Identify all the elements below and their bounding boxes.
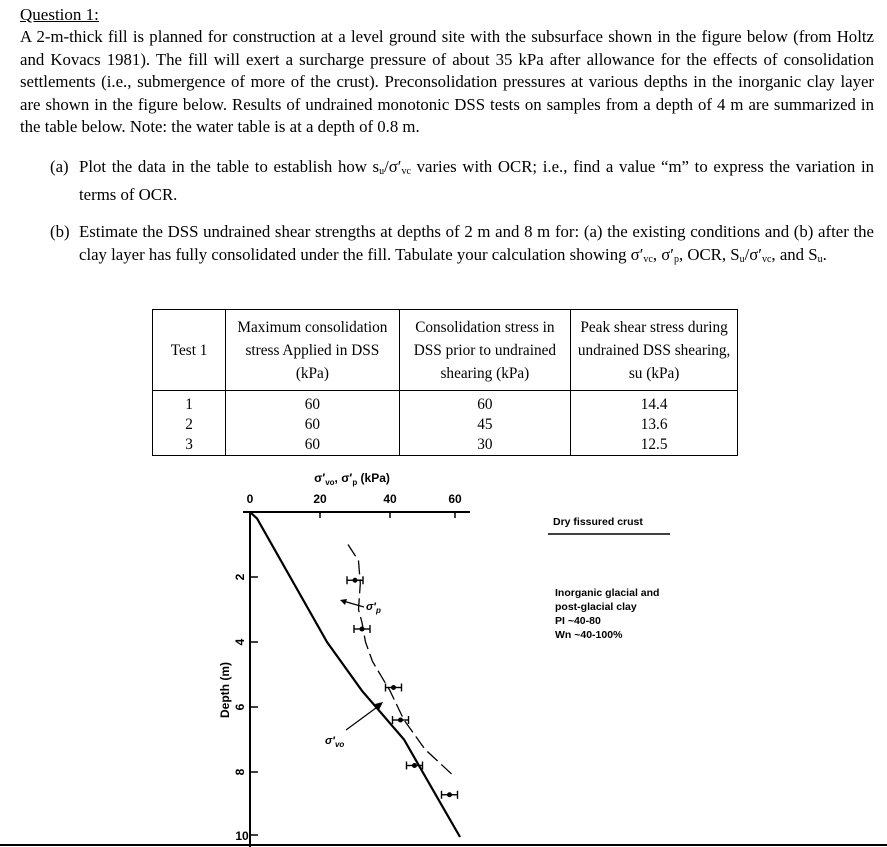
cell-test: 3	[153, 435, 226, 456]
header-max-consolidation: Maximum consolidation stress Applied in DSS (kPa)	[226, 310, 399, 391]
intro-line: consolidation settlements (i.e., submergence of more of the crust). Preconsolidation pressures at various depths in the	[20, 49, 874, 91]
intro-line: A 2-m-thick fill is planned for construction at a level ground site with the subsurface shown in the figure below (from	[20, 27, 832, 46]
test-point-marker	[386, 684, 402, 692]
cell-peak-shear: 13.6	[571, 415, 738, 435]
test-point-marker	[442, 791, 458, 799]
axis-title: $\sigma'_{vo}$, $\sigma'_p$ (kPa)	[314, 471, 390, 487]
intro-line: Holtz and Kovacs 1981). The fill will exert a surcharge pressure of about 35 kPa after allowance for the effects of	[20, 27, 874, 69]
sigma-vo-arrow	[346, 705, 380, 730]
test-point-marker	[354, 625, 370, 633]
part-a-text: Plot the data in the table to establish how $s_u/\sigma'_{vc}$ varies with OCR; i.e., find a value “m” to express the variation in terms of OCR.	[79, 157, 874, 204]
y-tick-label: 4	[233, 638, 247, 646]
series-layer	[250, 512, 460, 837]
intro-line: depth of 4 m are summarized in the table below. Note: the water table is at a depth of 0.8 m.	[20, 94, 874, 136]
axis-title-hidden: σ′vo, σ′p (kPa)	[0, 0, 7, 1]
y-axis-title: Depth (m)	[218, 662, 232, 718]
cell-max-consolidation: 60	[226, 435, 399, 456]
sigma-p-label: $\sigma'_p$	[366, 601, 381, 615]
y-tick-label: 2	[233, 573, 247, 581]
header-consolidation-stress: Consolidation stress in DSS prior to undrained shearing (kPa)	[399, 310, 571, 391]
header-test: Test 1	[153, 310, 226, 391]
cell-consolidation-stress: 30	[399, 435, 571, 456]
question-heading: Question 1:	[20, 5, 99, 24]
y-tick-label: 8	[233, 768, 247, 776]
sigma-p-arrow	[343, 601, 364, 607]
part-b-label: (b)	[50, 222, 70, 241]
cell-consolidation-stress: 60	[399, 391, 571, 416]
cell-max-consolidation: 60	[226, 415, 399, 435]
cell-max-consolidation: 60	[226, 391, 399, 416]
x-tick-label: 60	[448, 492, 462, 506]
cell-consolidation-stress: 45	[399, 415, 571, 435]
clay-label-1: Inorganic glacial and	[555, 587, 660, 599]
sigma-vo-line	[250, 512, 460, 837]
part-a-label: (a)	[50, 157, 69, 176]
y-tick-label: 10	[235, 829, 249, 843]
cell-peak-shear: 14.4	[571, 391, 738, 416]
x-tick-label: 0	[246, 492, 254, 506]
intro-line: inorganic clay layer are shown in the figure below. Results of undrained monotonic DSS tests on samples from a	[20, 72, 875, 114]
sigma-vo-label: $\sigma'_{vo}$	[325, 735, 345, 749]
sigma-p-arrowhead	[340, 599, 347, 605]
clay-label-4: Wn ~40-100%	[555, 629, 623, 641]
x-tick-label: 20	[313, 492, 327, 506]
clay-label-2: post-glacial clay	[555, 601, 637, 613]
cell-peak-shear: 12.5	[571, 435, 738, 456]
cell-test: 1	[153, 391, 226, 416]
crust-label: Dry fissured crust	[553, 516, 643, 528]
part-b-text: Estimate the DSS undrained shear strengths at depths of 2 m and 8 m for: (a) the existing conditions and (b) after the clay layer has fully consolidated under the fill. Tabulate your calculation showing $\sigma'_{vc}$, $\sigma'_p$, OCR, $S_u/\sigma'_{vc}$, and $S_u$.	[79, 222, 874, 265]
header-peak-shear: Peak shear stress during undrained DSS shearing, su (kPa)	[571, 310, 738, 391]
y-tick-group	[250, 577, 258, 835]
cell-test: 2	[153, 415, 226, 435]
page-bottom-rule	[0, 844, 887, 846]
sigma-p-line	[348, 545, 453, 776]
y-tick-label: 6	[233, 703, 247, 711]
clay-label-3: PI ~40-80	[555, 615, 601, 627]
x-tick-label: 40	[383, 492, 397, 506]
